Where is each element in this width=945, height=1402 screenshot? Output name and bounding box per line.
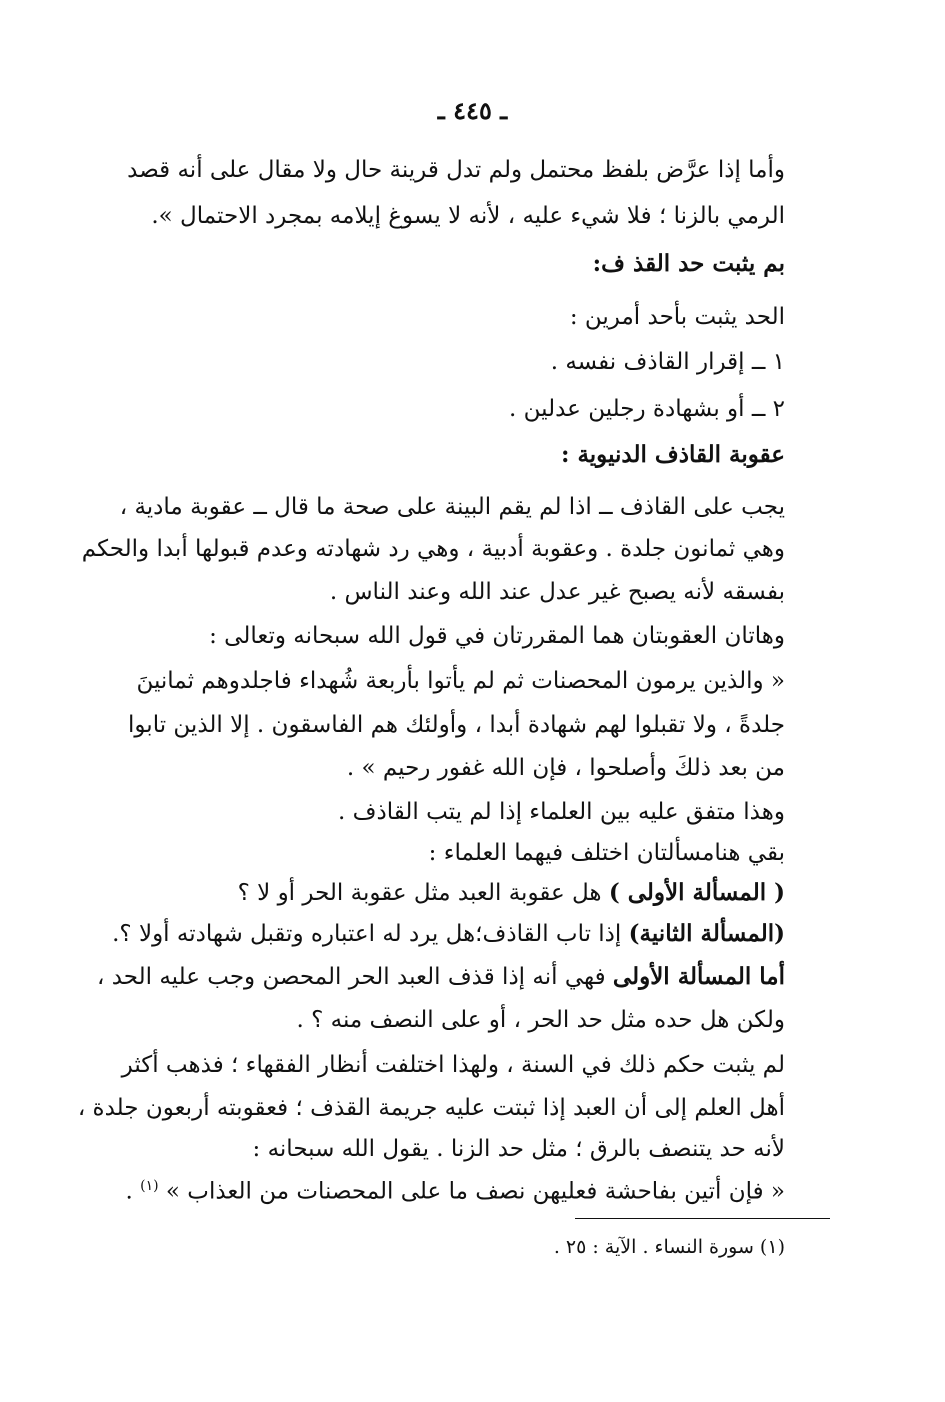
text-line: الحد يثبت بأحد أمرين : (569, 304, 785, 330)
quran-quote-line: « فإن أتين بفاحشة فعليهن نصف ما على المحصنات من العذاب » $^{(١)}$ . (125, 1178, 785, 1205)
text-line: ولكن هل حده مثل حد الحر ، أو على النصف منه ؟ . (296, 1007, 785, 1033)
footnote-divider (575, 1218, 830, 1219)
page-number: ـ ٤٤٥ ـ (437, 96, 508, 125)
quran-quote-line: « والذين يرمون المحصنات ثم لم يأتوا بأربعة شُهداء فاجلدوهم ثمانينَ (136, 668, 785, 694)
text-line: بفسقه لأنه يصبح غير عدل عند الله وعند الناس . (329, 579, 785, 605)
section-heading: عقوبة القاذف الدنيوية : (560, 441, 785, 468)
text-line: وهذا متفق عليه بين العلماء إذا لم يتب القاذف . (338, 799, 785, 825)
footnote: (١) سورة النساء . الآية : ٢٥ . (553, 1236, 785, 1258)
text-line: يجب على القاذف ــ اذا لم يقم البينة على صحة ما قال ــ عقوبة مادية ، (119, 494, 785, 520)
text-line: لأنه حد يتنصف بالرق ؛ مثل حد الزنا . يقول الله سبحانه : (252, 1136, 785, 1162)
text-line: لم يثبت حكم ذلك في السنة ، ولهذا اختلفت أنظار الفقهاء ؛ فذهب أكثر (121, 1052, 785, 1078)
text-line: بقي هنامسألتان اختلف فيهما العلماء : (428, 840, 785, 866)
list-item: ١ ــ إقرار القاذف نفسه . (550, 349, 785, 375)
quran-quote-line: من بعد ذلكَ وأصلحوا ، فإن الله غفور رحيم » . (346, 755, 785, 781)
quran-quote-line: جلدةً ، ولا تقبلوا لهم شهادة أبدا ، وأولئك هم الفاسقون . إلا الذين تابوا (128, 712, 785, 738)
text-line: وأما إذا عرَّض بلفظ محتمل ولم تدل قرينة حال ولا مقال على أنه قصد (127, 157, 785, 183)
question-line: ( المسألة الأولى ) هل عقوبة العبد مثل عقوبة الحر أو لا ؟ (237, 879, 785, 906)
text-line: وهاتان العقوبتان هما المقررتان في قول الله سبحانه وتعالى : (209, 623, 785, 649)
text-line: وهي ثمانون جلدة . وعقوبة أدبية ، وهي رد شهادته وعدم قبولها أبدا والحكم (81, 536, 785, 562)
text-line: الرمي بالزنا ؛ فلا شيء عليه ، لأنه لا يسوغ إيلامه بمجرد الاحتمال ». (151, 203, 785, 229)
section-heading: بم يثبت حد القذ ف: (592, 250, 785, 277)
list-item: ٢ ــ أو بشهادة رجلين عدلين . (509, 396, 785, 422)
footnote-marker: (١) (140, 1178, 159, 1194)
question-line: (المسألة الثانية) إذا تاب القاذف؛هل يرد له اعتباره وتقبل شهادته أولا ؟. (112, 920, 785, 947)
text-line: أهل العلم إلى أن العبد إذا ثبتت عليه جريمة القذف ؛ فعقوبته أربعون جلدة ، (77, 1095, 785, 1121)
text-line: أما المسألة الأولى فهي أنه إذا قذف العبد الحر المحصن وجب عليه الحد ، (96, 963, 785, 990)
